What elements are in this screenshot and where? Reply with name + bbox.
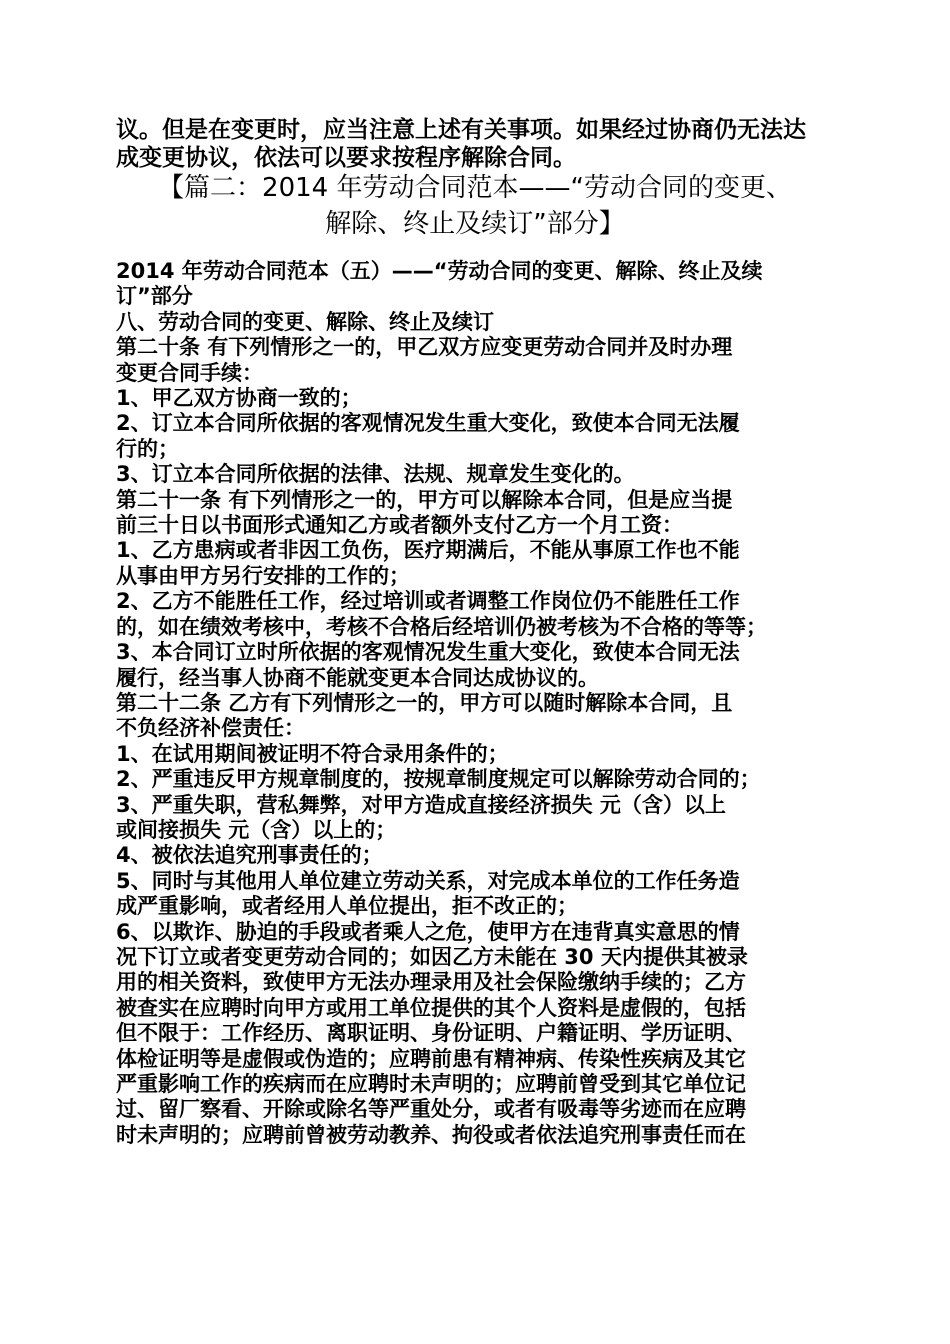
body-line: 1、乙方患病或者非因工负伤，医疗期满后，不能从事原工作也不能	[116, 538, 740, 563]
body-line: 变更合同手续：	[116, 360, 263, 385]
body-line: 3、订立本合同所依据的法律、法规、规章发生变化的。	[116, 462, 635, 487]
body-line: 八、劳动合同的变更、解除、终止及续订	[116, 309, 494, 334]
body-line: 过、留厂察看、开除或除名等严重处分，或者有吸毒等劣迹而在应聘	[116, 1097, 746, 1122]
intro-line: 议。但是在变更时，应当注意上述有关事项。如果经过协商仍无法达	[116, 117, 806, 143]
body-line: 但不限于：工作经历、离职证明、身份证明、户籍证明、学历证明、	[116, 1021, 746, 1046]
body-line: 3、本合同订立时所依据的客观情况发生重大变化，致使本合同无法	[116, 640, 740, 665]
body-line: 6、以欺诈、胁迫的手段或者乘人之危，使甲方在违背真实意思的情	[116, 919, 740, 944]
body-line: 3、严重失职，营私舞弊，对甲方造成直接经济损失 元（含）以上	[116, 792, 726, 817]
body-line: 1、在试用期间被证明不符合录用条件的；	[116, 741, 509, 766]
intro-line: 成变更协议，依法可以要求按程序解除合同。	[116, 145, 576, 171]
body-line: 的，如在绩效考核中，考核不合格后经培训仍被考核为不合格的等等；	[116, 614, 767, 639]
body-line: 用的相关资料，致使甲方无法办理录用及社会保险缴纳手续的；乙方	[116, 970, 746, 995]
body-line: 时未声明的；应聘前曾被劳动教养、拘役或者依法追究刑事责任而在	[116, 1122, 746, 1147]
body-line: 从事由甲方另行安排的工作的；	[116, 563, 410, 588]
body-line: 不负经济补偿责任：	[116, 716, 305, 741]
intro-paragraph	[116, 116, 846, 172]
body-line: 第二十二条 乙方有下列情形之一的，甲方可以随时解除本合同，且	[116, 690, 733, 715]
body-line: 严重影响工作的疾病而在应聘时未声明的；应聘前曾受到其它单位记	[116, 1072, 746, 1096]
section-heading-line: 【篇二：2014 年劳动合同范本——“劳动合同的变更、	[158, 173, 792, 203]
body-line: 5、同时与其他用人单位建立劳动关系，对完成本单位的工作任务造	[116, 868, 740, 893]
body-line: 成严重影响，或者经用人单位提出，拒不改正的；	[116, 894, 578, 919]
section-heading	[110, 170, 840, 242]
body-line: 前三十日以书面形式通知乙方或者额外支付乙方一个月工资：	[116, 513, 683, 538]
body-line: 体检证明等是虚假或伪造的；应聘前患有精神病、传染性疾病及其它	[116, 1046, 746, 1071]
body-line: 履行，经当事人协商不能就变更本合同达成协议的。	[116, 665, 599, 690]
section-heading-line: 解除、终止及续订”部分】	[325, 209, 625, 239]
contract-body	[116, 259, 846, 1148]
body-line: 况下订立或者变更劳动合同的；如因乙方未能在 30 天内提供其被录	[116, 944, 748, 969]
body-line: 1、甲乙双方协商一致的；	[116, 386, 362, 411]
body-line: 2014 年劳动合同范本（五）——“劳动合同的变更、解除、终止及续	[116, 259, 763, 283]
body-line: 行的；	[116, 436, 179, 461]
body-line: 被查实在应聘时向甲方或用工单位提供的其个人资料是虚假的，包括	[116, 995, 746, 1020]
body-line: 订”部分	[116, 284, 193, 309]
body-line: 2、乙方不能胜任工作，经过培训或者调整工作岗位仍不能胜任工作	[116, 589, 740, 614]
body-line: 或间接损失 元（含）以上的；	[116, 817, 397, 842]
body-line: 4、被依法追究刑事责任的；	[116, 843, 383, 868]
body-line: 第二十一条 有下列情形之一的，甲方可以解除本合同，但是应当提	[116, 487, 733, 512]
body-line: 2、严重违反甲方规章制度的，按规章制度规定可以解除劳动合同的；	[116, 767, 761, 792]
body-line: 第二十条 有下列情形之一的，甲乙双方应变更劳动合同并及时办理	[116, 335, 733, 360]
body-line: 2、订立本合同所依据的客观情况发生重大变化，致使本合同无法履	[116, 411, 740, 436]
